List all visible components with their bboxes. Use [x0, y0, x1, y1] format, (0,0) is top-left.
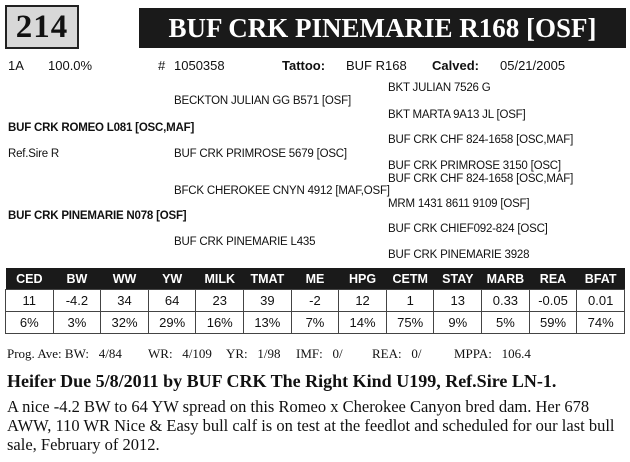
- tattoo-label: Tattoo:: [282, 58, 326, 73]
- epd-header: STAY: [434, 268, 482, 290]
- progeny-mppa: MPPA: 106.4: [454, 346, 531, 361]
- pedigree-dam-dam: BUF CRK PINEMARIE L435: [174, 236, 316, 248]
- tattoo-value: BUF R168: [346, 58, 407, 73]
- animal-name-title: BUF CRK PINEMARIE R168 [OSF]: [139, 8, 626, 48]
- progeny-rea: REA: 0/: [372, 346, 422, 361]
- epd-percentile: 29%: [148, 312, 196, 334]
- pedigree-sire-dam: BUF CRK PRIMROSE 5679 [OSC]: [174, 148, 347, 160]
- epd-percentile: 5%: [482, 312, 530, 334]
- epd-header: HPG: [339, 268, 387, 290]
- reg-prefix: #: [158, 58, 166, 73]
- epd-value: -0.05: [529, 290, 577, 312]
- epd-value: 12: [339, 290, 387, 312]
- epd-percentile: 3%: [53, 312, 101, 334]
- epd-value: -2: [291, 290, 339, 312]
- pedigree-sire-sire: BECKTON JULIAN GG B571 [OSF]: [174, 95, 351, 107]
- pedigree-sdd: BUF CRK PRIMROSE 3150 [OSC]: [388, 160, 561, 172]
- epd-value: 39: [244, 290, 292, 312]
- epd-percentile: 74%: [577, 312, 625, 334]
- epd-value: -4.2: [53, 290, 101, 312]
- epd-percentile-row: [6, 312, 625, 334]
- reg-number: 1050358: [174, 58, 225, 73]
- pedigree-ddd: BUF CRK PINEMARIE 3928: [388, 249, 530, 261]
- epd-percentile: 6%: [6, 312, 54, 334]
- epd-value: 23: [196, 290, 244, 312]
- epd-value: 13: [434, 290, 482, 312]
- info-line: 1A: [8, 58, 24, 73]
- epd-percentile: 7%: [291, 312, 339, 334]
- epd-percentile: 59%: [529, 312, 577, 334]
- pedigree-sds: BUF CRK CHF 824-1658 [OSC,MAF]: [388, 134, 574, 146]
- epd-table: [5, 268, 625, 334]
- epd-percentile: 32%: [101, 312, 149, 334]
- lot-number: 214: [5, 5, 79, 49]
- epd-header: TMAT: [244, 268, 292, 290]
- progeny-wr: WR: 4/109: [148, 346, 212, 361]
- progeny-imf: IMF: 0/: [296, 346, 343, 361]
- epd-percentile: 16%: [196, 312, 244, 334]
- epd-header: BW: [53, 268, 101, 290]
- epd-header: MILK: [196, 268, 244, 290]
- epd-value: 0.33: [482, 290, 530, 312]
- lot-headline: Heifer Due 5/8/2011 by BUF CRK The Right Kind U199, Ref.Sire LN-1.: [7, 371, 557, 391]
- pedigree-ref-sire: Ref.Sire R: [8, 148, 60, 160]
- epd-value: 64: [148, 290, 196, 312]
- epd-header: ME: [291, 268, 339, 290]
- pedigree-dsd: MRM 1431 8611 9109 [OSF]: [388, 198, 530, 210]
- epd-percentile: 13%: [244, 312, 292, 334]
- epd-percentile: 75%: [386, 312, 434, 334]
- epd-percentile: 9%: [434, 312, 482, 334]
- epd-value: 0.01: [577, 290, 625, 312]
- epd-value-row: [6, 290, 625, 312]
- pedigree-sire: BUF CRK ROMEO L081 [OSC,MAF]: [8, 122, 195, 134]
- progeny-bw: Prog. Ave: BW: 4/84: [7, 346, 122, 361]
- info-percent: 100.0%: [48, 58, 93, 73]
- pedigree-dss: BUF CRK CHF 824-1658 [OSC,MAF]: [388, 173, 574, 185]
- pedigree-dds: BUF CRK CHIEF092-824 [OSC]: [388, 223, 548, 235]
- pedigree-ssd: BKT MARTA 9A13 JL [OSF]: [388, 109, 526, 121]
- epd-header: MARB: [482, 268, 530, 290]
- epd-header: YW: [148, 268, 196, 290]
- pedigree-dam: BUF CRK PINEMARIE N078 [OSF]: [8, 210, 187, 222]
- epd-header: WW: [101, 268, 149, 290]
- epd-value: 11: [6, 290, 54, 312]
- epd-percentile: 14%: [339, 312, 387, 334]
- calved-label: Calved:: [432, 58, 479, 73]
- progeny-yr: YR: 1/98: [226, 346, 281, 361]
- epd-header-row: [6, 268, 625, 290]
- calved-value: 05/21/2005: [500, 58, 566, 73]
- epd-header: CED: [6, 268, 54, 290]
- epd-value: 34: [101, 290, 149, 312]
- pedigree-sss: BKT JULIAN 7526 G: [388, 82, 491, 94]
- lot-description: A nice -4.2 BW to 64 YW spread on this Romeo x Cherokee Canyon bred dam. Her 678 AWW, 110 WR Nice & Easy bull calf is on test at the feedlot and scheduled for our last bull sale, February of 2012.: [7, 397, 615, 454]
- epd-header: CETM: [386, 268, 434, 290]
- pedigree-dam-sire: BFCK CHEROKEE CNYN 4912 [MAF,OSF]: [174, 185, 390, 197]
- epd-header: REA: [529, 268, 577, 290]
- epd-header: BFAT: [577, 268, 625, 290]
- epd-value: 1: [386, 290, 434, 312]
